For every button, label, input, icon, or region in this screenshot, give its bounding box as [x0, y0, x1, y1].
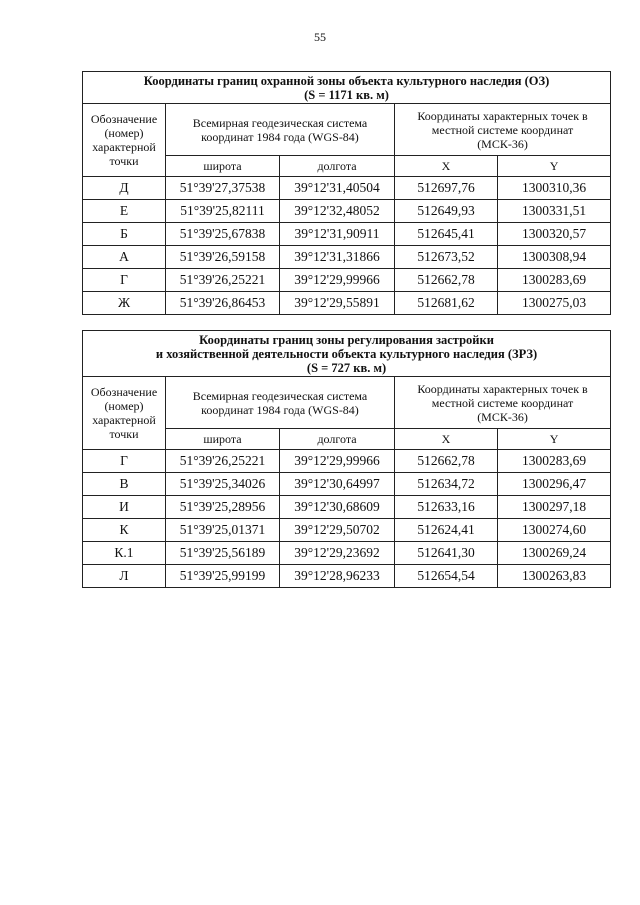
point-cell: Ж [83, 292, 166, 315]
x-header: X [395, 429, 498, 450]
table-row [83, 177, 611, 200]
point-cell: Д [83, 177, 166, 200]
table-row [83, 542, 611, 565]
latitude-cell: 51°39'25,67838 [166, 223, 280, 246]
table-row [83, 450, 611, 473]
longitude-cell: 39°12'31,90911 [280, 223, 395, 246]
longitude-cell: 39°12'30,64997 [280, 473, 395, 496]
x-cell: 512654,54 [395, 565, 498, 588]
longitude-cell: 39°12'29,50702 [280, 519, 395, 542]
x-header: X [395, 156, 498, 177]
longitude-cell: 39°12'29,99966 [280, 450, 395, 473]
longitude-cell: 39°12'31,31866 [280, 246, 395, 269]
latitude-cell: 51°39'26,59158 [166, 246, 280, 269]
caption-line: и хозяйственной деятельности объекта культурного наследия (ЗРЗ) [155, 347, 538, 361]
longitude-cell: 39°12'31,40504 [280, 177, 395, 200]
y-cell: 1300283,69 [498, 269, 611, 292]
latitude-cell: 51°39'27,37538 [166, 177, 280, 200]
x-cell: 512641,30 [395, 542, 498, 565]
table-row [83, 519, 611, 542]
y-cell: 1300297,18 [498, 496, 611, 519]
table-row [83, 223, 611, 246]
y-cell: 1300320,57 [498, 223, 611, 246]
latitude-cell: 51°39'25,34026 [166, 473, 280, 496]
latitude-cell: 51°39'26,86453 [166, 292, 280, 315]
msk36-column-header: Координаты характерных точек в местной системе координат (МСК-36) [395, 377, 611, 429]
table-caption [83, 72, 611, 104]
table-caption [83, 331, 611, 377]
x-cell: 512673,52 [395, 246, 498, 269]
table-row [83, 246, 611, 269]
y-cell: 1300263,83 [498, 565, 611, 588]
latitude-cell: 51°39'25,56189 [166, 542, 280, 565]
longitude-cell: 39°12'28,96233 [280, 565, 395, 588]
table-row [83, 200, 611, 223]
point-cell: В [83, 473, 166, 496]
y-cell: 1300269,24 [498, 542, 611, 565]
latitude-cell: 51°39'26,25221 [166, 269, 280, 292]
latitude-cell: 51°39'25,82111 [166, 200, 280, 223]
point-cell: К.1 [83, 542, 166, 565]
x-cell: 512645,41 [395, 223, 498, 246]
wgs84-column-header: Всемирная геодезическая система координат 1984 года (WGS-84) [166, 104, 395, 156]
table-row [83, 292, 611, 315]
table-row [83, 565, 611, 588]
point-cell: А [83, 246, 166, 269]
latitude-cell: 51°39'25,01371 [166, 519, 280, 542]
latitude-header: широта [166, 429, 280, 450]
point-cell: К [83, 519, 166, 542]
y-cell: 1300331,51 [498, 200, 611, 223]
longitude-cell: 39°12'32,48052 [280, 200, 395, 223]
point-cell: Г [83, 450, 166, 473]
x-cell: 512633,16 [395, 496, 498, 519]
y-cell: 1300275,03 [498, 292, 611, 315]
point-column-header: Обозначение (номер) характерной точки [83, 377, 166, 450]
page-number: 55 [314, 30, 326, 44]
longitude-header: долгота [280, 429, 395, 450]
wgs84-column-header: Всемирная геодезическая система координат 1984 года (WGS-84) [166, 377, 395, 429]
point-cell: Г [83, 269, 166, 292]
zrz-coordinates-table [82, 330, 611, 588]
x-cell: 512662,78 [395, 269, 498, 292]
caption-line: Координаты границ охранной зоны объекта культурного наследия (ОЗ) [143, 74, 550, 88]
point-cell: Е [83, 200, 166, 223]
y-cell: 1300310,36 [498, 177, 611, 200]
y-cell: 1300296,47 [498, 473, 611, 496]
latitude-cell: 51°39'25,28956 [166, 496, 280, 519]
x-cell: 512697,76 [395, 177, 498, 200]
table-row [83, 473, 611, 496]
x-cell: 512649,93 [395, 200, 498, 223]
longitude-header: долгота [280, 156, 395, 177]
oz-coordinates-table [82, 71, 611, 315]
msk36-column-header: Координаты характерных точек в местной системе координат (МСК-36) [395, 104, 611, 156]
longitude-cell: 39°12'29,55891 [280, 292, 395, 315]
point-cell: Л [83, 565, 166, 588]
y-header: Y [498, 156, 611, 177]
y-cell: 1300274,60 [498, 519, 611, 542]
point-column-header: Обозначение (номер) характерной точки [83, 104, 166, 177]
x-cell: 512624,41 [395, 519, 498, 542]
caption-area: (S = 727 кв. м) [306, 361, 387, 375]
x-cell: 512681,62 [395, 292, 498, 315]
x-cell: 512634,72 [395, 473, 498, 496]
table-row [83, 496, 611, 519]
y-header: Y [498, 429, 611, 450]
longitude-cell: 39°12'29,99966 [280, 269, 395, 292]
caption-area: (S = 1171 кв. м) [304, 88, 389, 102]
latitude-header: широта [166, 156, 280, 177]
point-cell: И [83, 496, 166, 519]
latitude-cell: 51°39'25,99199 [166, 565, 280, 588]
x-cell: 512662,78 [395, 450, 498, 473]
longitude-cell: 39°12'29,23692 [280, 542, 395, 565]
caption-line: Координаты границ зоны регулирования застройки [199, 333, 494, 347]
latitude-cell: 51°39'26,25221 [166, 450, 280, 473]
y-cell: 1300283,69 [498, 450, 611, 473]
table-row [83, 269, 611, 292]
point-cell: Б [83, 223, 166, 246]
longitude-cell: 39°12'30,68609 [280, 496, 395, 519]
y-cell: 1300308,94 [498, 246, 611, 269]
